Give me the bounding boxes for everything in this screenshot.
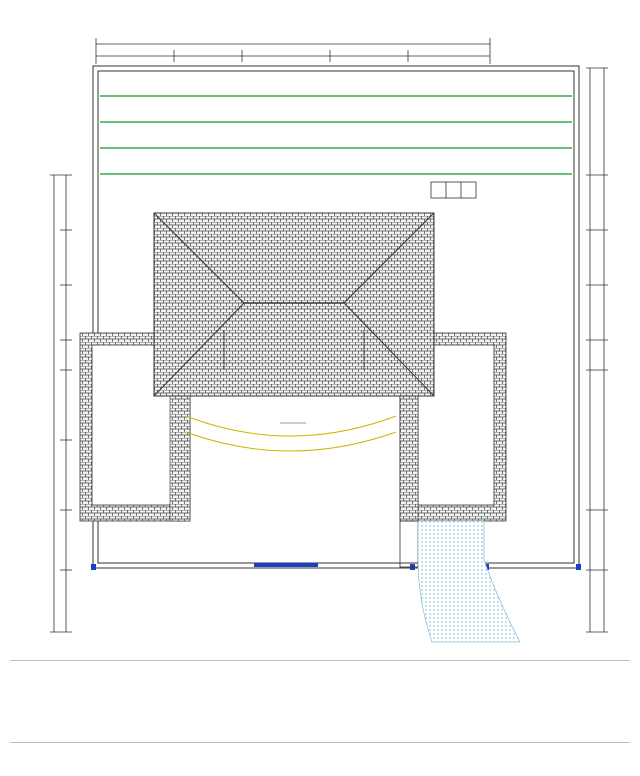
courtyard-steps — [186, 416, 396, 451]
main-building-roof — [154, 213, 434, 396]
road-edge-top — [10, 660, 630, 661]
road-edge-bottom — [10, 742, 630, 743]
septic-tank — [431, 182, 476, 198]
access-path — [418, 521, 520, 642]
side-gate — [400, 521, 418, 567]
vegetable-rows — [100, 96, 572, 174]
south-railing — [254, 563, 318, 567]
courtyard-west-strip — [170, 396, 190, 521]
courtyard-east-strip — [400, 396, 418, 521]
right-dimension-line — [586, 68, 608, 632]
wall-corner-ne — [576, 564, 581, 570]
outer-road — [0, 650, 640, 710]
top-dimension-line — [96, 38, 490, 64]
wall-corner-nw — [91, 564, 96, 570]
left-dimension-line — [50, 175, 72, 632]
